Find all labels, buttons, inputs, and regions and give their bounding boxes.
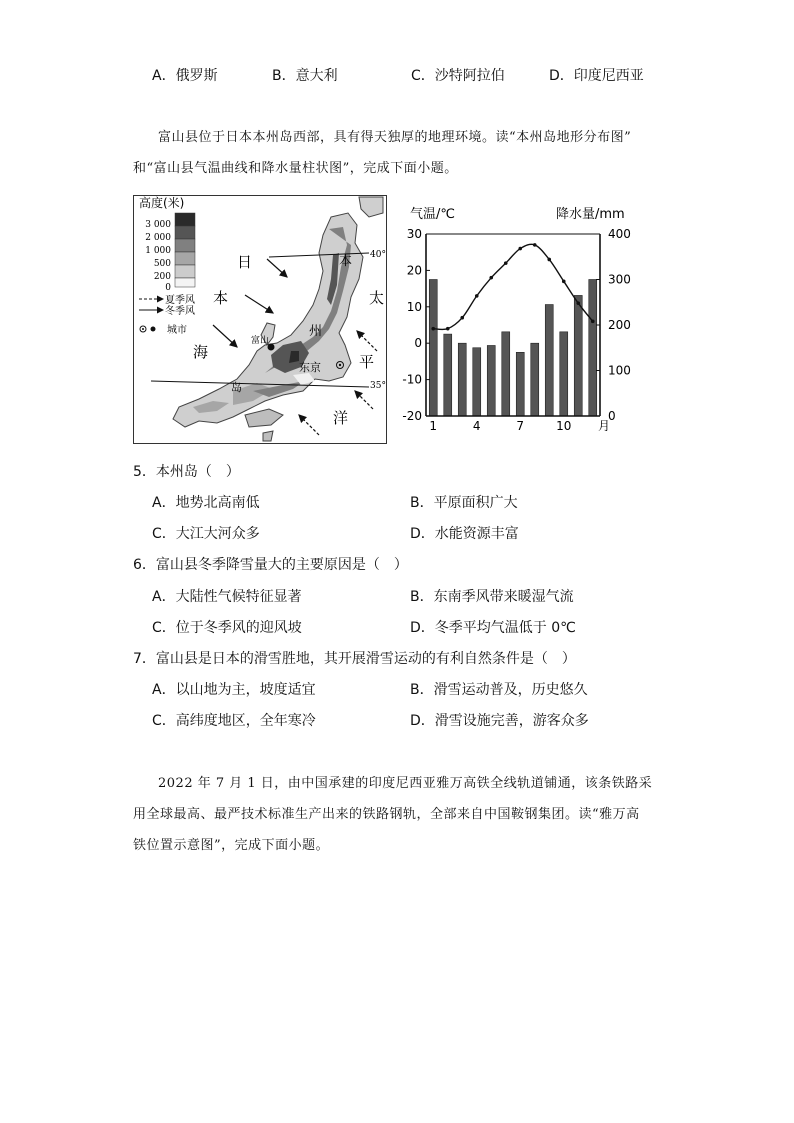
sea-of-japan-char-3: 海 (193, 343, 209, 361)
legend-swatch-2000 (175, 226, 195, 239)
precipitation-bar (531, 343, 539, 416)
precipitation-tick-label: 200 (608, 318, 631, 332)
q4-option-b[interactable]: B．意大利 (272, 68, 338, 84)
honshu-island-char-2: 州 (309, 324, 323, 339)
temperature-tick-label: 30 (406, 227, 422, 241)
q7-option-d[interactable]: D．滑雪设施完善，游客众多 (410, 713, 589, 729)
tokyo-city-label: 东京 (299, 361, 321, 374)
q5-option-b[interactable]: B．平原面积广大 (410, 495, 518, 511)
latitude-35-label: 35° (370, 381, 386, 391)
precipitation-bar (574, 295, 582, 416)
legend-label-3000: 3 000 (145, 220, 171, 230)
precipitation-tick-label: 400 (608, 227, 631, 241)
precipitation-tick-label: 300 (608, 272, 631, 287)
temperature-point (562, 280, 566, 284)
temperature-tick-label: 0 (414, 336, 422, 351)
intro2-line-3: 铁位置示意图”，完成下面小题。 (133, 838, 330, 853)
q6-option-c[interactable]: C．位于冬季风的迎风坡 (152, 620, 302, 636)
q4-option-a[interactable]: A．俄罗斯 (152, 68, 218, 84)
q5-stem: 5．本州岛（ ） (133, 464, 240, 480)
city-legend-symbol-center (142, 328, 144, 330)
q7-option-c[interactable]: C．高纬度地区，全年寒冷 (152, 713, 316, 729)
precipitation-bar (502, 332, 510, 416)
q4-option-d[interactable]: D．印度尼西亚 (549, 68, 644, 84)
pacific-ocean-char-1: 太 (369, 289, 385, 307)
temperature-point (504, 261, 508, 265)
month-tick-label: 4 (472, 419, 481, 433)
precipitation-bar (560, 332, 568, 416)
legend-swatch-500 (175, 252, 195, 265)
legend-swatch-0 (175, 278, 195, 287)
temperature-point (591, 320, 595, 324)
precipitation-bar (458, 343, 466, 416)
q5-option-c[interactable]: C．大江大河众多 (152, 526, 260, 542)
temperature-tick-label: -20 (402, 409, 422, 423)
precipitation-tick-label: 0 (608, 409, 616, 423)
pacific-ocean-char-3: 洋 (333, 409, 349, 427)
q7-option-b[interactable]: B．滑雪运动普及，历史悠久 (410, 682, 588, 698)
legend-label-1000: 1 000 (145, 246, 171, 256)
legend-swatch-200 (175, 265, 195, 278)
temperature-point (475, 294, 479, 298)
month-tick-label: 7 (516, 419, 525, 433)
precipitation-bar (487, 345, 495, 416)
precipitation-tick-label: 100 (608, 363, 631, 378)
legend-label-0: 0 (165, 283, 171, 293)
temperature-tick-label: 10 (406, 299, 422, 314)
q6-option-d[interactable]: D．冬季平均气温低于 0℃ (410, 620, 576, 636)
pacific-ocean-char-2: 平 (359, 353, 375, 371)
temperature-curve (433, 244, 593, 329)
legend-label-2000: 2 000 (145, 233, 171, 243)
temperature-point (576, 301, 580, 305)
city-legend-label: 城市 (167, 325, 187, 336)
intro2-line-1: 2022 年 7 月 1 日，由中国承建的印度尼西亚雅万高铁全线轨道铺通，该条铁路采 (158, 776, 653, 791)
honshu-terrain-map (133, 195, 387, 444)
precipitation-bar (545, 305, 553, 416)
toyama-climate-chart (398, 198, 638, 438)
month-tick-label: 1 (429, 419, 438, 433)
temperature-point (533, 243, 537, 247)
intro1-line-2: 和“富山县气温曲线和降水量柱状图”，完成下面小题。 (133, 161, 458, 176)
temperature-axis-title: 气温/℃ (410, 207, 455, 222)
toyama-city-label: 富山 (251, 336, 270, 346)
precipitation-bar (429, 280, 437, 417)
summer-monsoon-legend-label: 夏季风 (165, 295, 195, 306)
legend-swatch-3000 (175, 213, 195, 226)
temperature-point (547, 258, 551, 262)
q6-option-b[interactable]: B．东南季风带来暖湿气流 (410, 589, 574, 605)
intro2-line-2: 用全球最高、最严技术标准生产出来的铁路钢轨，全部来自中国鞍钢集团。读“雅万高 (133, 807, 640, 822)
q5-option-d[interactable]: D．水能资源丰富 (410, 526, 519, 542)
precipitation-bar (444, 334, 452, 416)
month-unit-label: 月 (598, 419, 611, 433)
legend-swatch-1000 (175, 239, 195, 252)
q7-stem: 7．富山县是日本的滑雪胜地，其开展滑雪运动的有利自然条件是（ ） (133, 651, 576, 667)
legend-label-200: 200 (153, 272, 171, 282)
sea-of-japan-char-2: 本 (213, 289, 229, 307)
precipitation-axis-title: 降水量/mm (556, 207, 625, 222)
temperature-point (431, 327, 435, 331)
intro1-line-1: 富山县位于日本本州岛西部，具有得天独厚的地理环境。读“本州岛地形分布图” (158, 130, 632, 145)
precipitation-bar (589, 280, 597, 417)
temperature-tick-label: 20 (406, 263, 422, 278)
precipitation-bar (473, 348, 481, 416)
temperature-point (446, 327, 450, 331)
tokyo-city-marker-center (339, 364, 341, 366)
legend-label-500: 500 (153, 259, 171, 269)
q6-stem: 6．富山县冬季降雪量大的主要原因是（ ） (133, 557, 408, 573)
winter-monsoon-legend-label: 冬季风 (165, 306, 195, 317)
small-island (263, 431, 273, 441)
q6-option-a[interactable]: A．大陆性气候特征显著 (152, 589, 302, 605)
precipitation-bar (516, 352, 524, 416)
sea-of-japan-char-1: 日 (237, 253, 253, 271)
temperature-tick-label: -10 (402, 372, 422, 387)
honshu-island-char-3: 岛 (231, 381, 242, 394)
city-legend-symbol-dot (151, 327, 156, 332)
latitude-40-label: 40° (370, 250, 386, 260)
q5-option-a[interactable]: A．地势北高南低 (152, 495, 260, 511)
honshu-island-char-1: 本 (339, 254, 353, 269)
temperature-point (460, 316, 464, 320)
chart-plot-area (402, 227, 631, 433)
temperature-point (518, 247, 522, 251)
month-tick-label: 10 (556, 419, 572, 433)
legend-title: 高度(米) (139, 196, 185, 210)
q7-option-a[interactable]: A．以山地为主，坡度适宜 (152, 682, 316, 698)
temperature-point (489, 276, 493, 280)
q4-option-c[interactable]: C．沙特阿拉伯 (411, 68, 505, 84)
